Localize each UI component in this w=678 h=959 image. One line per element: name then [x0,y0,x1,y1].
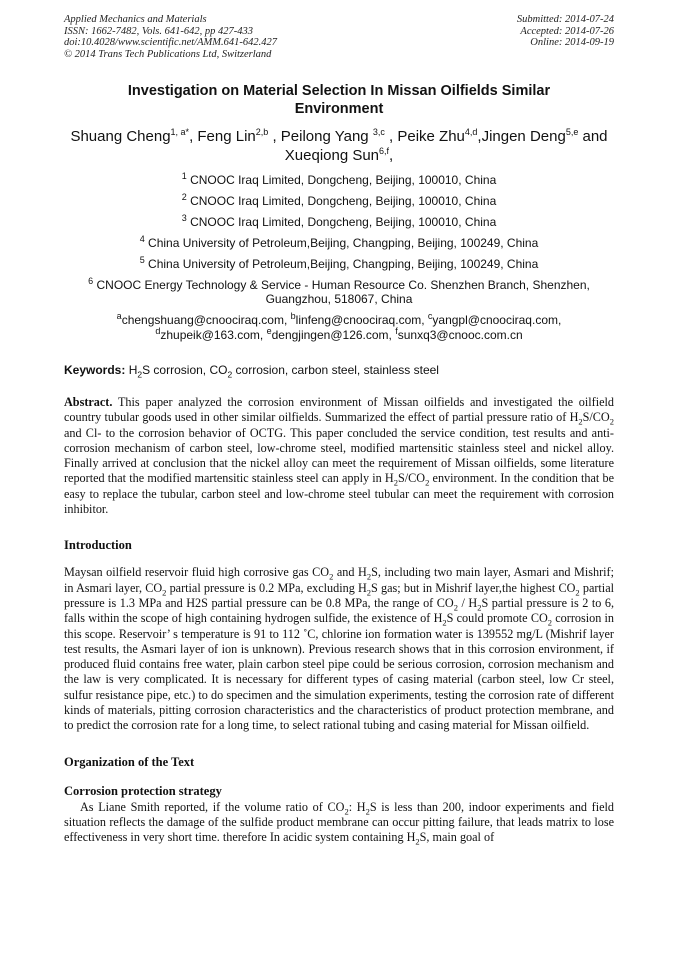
subscript: 2 [365,806,370,817]
email-link[interactable]: sunxq3@cnooc.com.cn [397,328,523,342]
body-text: and H [333,565,367,580]
keywords [64,363,614,380]
author-name: , Peike Zhu [384,128,465,145]
keywords-label: Keywords: [64,363,126,377]
author-sup: 4,d [464,127,478,137]
journal-copyright: © 2014 Trans Tech Publications Ltd, Switzerland [64,48,272,60]
body-text: S could promote CO [446,611,548,626]
keywords-text: S corrosion, CO [142,363,228,377]
affiliation-list [64,173,614,306]
affiliation-number: 6 [88,276,94,286]
paper-page [64,14,614,846]
abstract [64,395,614,517]
affiliation-number: 1 [181,171,187,181]
introduction-heading: Introduction [64,538,132,553]
body-text: S is less than 200, indoor experiments and field situation reflects the damage of the sulfide product membrane can occur pitting failure, that leads matrix to lose effectiveness in very short time. therefore In acidic system containing H [64,799,615,845]
email-marker: f [395,326,398,336]
keywords-text: corrosion, carbon steel, stainless steel [232,363,439,377]
corrosion-paragraph [64,800,614,846]
subscript: 2 [344,806,349,817]
submission-dates [517,14,614,60]
abstract-text: This paper analyzed the corrosion environment of Missan oilfields and investigated the oilfield country tubular goods used in other similar oilfields. Summarized the effect of partial pressure ratio of H [64,395,614,425]
body-text: S, including two main layer, Asmari and Mishrif; in Asmari layer, CO [64,565,614,595]
affiliation-text: CNOOC Iraq Limited, Dongcheng, Beijing, 100010, China [186,215,497,229]
subscript: 2 [578,416,583,427]
introduction-paragraph [64,565,614,733]
email-link[interactable]: zhupeik@163.com, [160,328,267,342]
affiliation-text: CNOOC Iraq Limited, Dongcheng, Beijing, 100010, China [186,194,497,208]
affiliation [64,257,614,271]
journal-issn: ISSN: 1662-7482, Vols. 641-642, pp 427-433 [64,25,253,37]
affiliation-number: 3 [181,213,187,223]
affiliation-text: CNOOC Iraq Limited, Dongcheng, Beijing, 100010, China [186,173,497,187]
abstract-label: Abstract. [64,395,113,409]
body-text: As Liane Smith reported, if the volume ratio of CO [80,799,345,814]
subscript: 2 [366,571,372,582]
email-marker: c [427,311,433,321]
paper-title: Investigation on Material Selection In Missan Oilfields Similar Environment [127,83,551,117]
author-sup: 3,c [372,127,385,137]
author-name: , Peilong Yang [268,128,373,145]
online-date: Online: 2014-09-19 [530,37,614,48]
accepted-date: Accepted: 2014-07-26 [520,25,614,37]
author-sup: 2,b [255,127,269,137]
affiliation-text: China University of Petroleum,Beijing, Changping, Beijing, 100249, China [144,257,539,271]
body-text: Maysan oilfield reservoir fluid high corrosive gas CO [64,565,330,580]
body-text: partial pressure is 0.2 MPa, excluding H [166,580,367,595]
subscript: 2 [609,416,614,427]
subscript: 2 [162,587,167,598]
subscript: 2 [366,587,372,598]
affiliation-number: 5 [139,255,145,265]
email-marker: b [290,311,296,321]
email-link[interactable]: dengjingen@126.com, [271,328,396,342]
affiliation [64,215,614,229]
subscript: 2 [453,602,458,613]
subscript: 2 [415,836,420,847]
email-marker: e [266,326,272,336]
subscript: 2 [227,369,233,380]
body-text: S, main goal of [419,830,495,845]
abstract-text: environment. In the condition that be easy to replace the tubular, carbon steel and low-chrome steel tubular can meet the requirement with corrosion inhibitor. [64,471,614,517]
keywords-text: H [125,363,138,377]
author-sup: 5,e [565,127,579,137]
email-marker: a [116,311,122,321]
author-sup: 1, a* [170,127,190,137]
subscript: 2 [442,617,447,628]
body-text: corrosion in this scope. Reservoir’ s temperature is 91 to 112 ˚C, chlorine ion formation water is 139552 mg/L (Mishrif layer test results, the Asmari layer of ion is unknown). Previous research shows that in this corrosion environment, if produced fluid contains free water, plain carbon steel pipe could be serious corrosion, corrosion mechanism and the law is very complicated. It is necessary for different types of casing material (carbon steel, low Cr steel, sulfur resistance pipe, etc.) to do specimen and the simulation experiments, testing the corrosion rate of different kinds of materials, pitting corrosion characteristics and the characteristics of product protection membrane, and to predict the corrosion rate for a long time, to select rational tubing and casing material for Missan oilfield. [64,611,615,733]
journal-doi: doi:10.4028/www.scientific.net/AMM.641-642.427 [64,37,277,48]
affiliation-text: CNOOC Energy Technology & Service - Human Resource Co. Shenzhen Branch, Shenzhen, Guangzhou, 518067, China [93,278,590,306]
journal-metadata [64,14,614,60]
subscript: 2 [425,477,430,488]
body-text: partial pressure is 1.3 MPa and H2S partial pressure can be 0.8 MPa, the range of CO [64,580,614,610]
author-tail: , [389,147,394,164]
organization-heading: Organization of the Text [64,754,195,769]
affiliation-text: China University of Petroleum,Beijing, Changping, Beijing, 100249, China [144,236,539,250]
corrosion-strategy-heading: Corrosion protection strategy [64,783,222,798]
affiliation [64,194,614,208]
body-text: : H [348,799,366,814]
author-name: ,Jingen Deng [477,128,566,145]
subscript: 2 [547,617,553,628]
affiliation-number: 4 [139,234,145,244]
subscript: 2 [329,571,334,582]
email-marker: d [155,326,161,336]
subscript: 2 [477,602,482,613]
author-name: and Xueqiong Sun [284,128,608,164]
affiliation [64,173,614,187]
body-text: S partial pressure is 2 to 6, falls within the scope of high containing hydrogen sulfide, the existence of H [64,595,614,626]
body-text: / H [457,595,478,610]
email-list [64,313,614,343]
email-link[interactable]: chengshuang@cnoociraq.com, [121,313,291,327]
subscript: 2 [137,369,143,380]
abstract-text: S/CO [397,471,426,486]
author-name: , Feng Lin [189,128,256,145]
subscript: 2 [393,477,398,488]
journal-name: Applied Mechanics and Materials [64,14,207,25]
abstract-text: and Cl- to the corrosion behavior of OCTG. This paper concluded the service condition, test results and anti-corrosion mechanism of carbon steel, low-chrome steel, modified martensitic stainless steel and nickel alloy. Finally arrived at conclusion that the nickel alloy can meet the requirement of Missan oilfields, some literature reported that the modified martensitic stainless steel can apply in H [64,425,614,486]
author-list [64,127,614,165]
affiliation [64,236,614,250]
submitted-date: Submitted: 2014-07-24 [516,14,614,25]
affiliation [64,278,614,306]
journal-info [64,14,277,60]
body-text: S gas; but in Mishrif layer,the highest CO [371,580,576,595]
abstract-text: S/CO [582,410,610,425]
subscript: 2 [575,587,580,598]
author-sup: 6,f [379,146,390,156]
author-name: Shuang Cheng [70,128,171,145]
email-link[interactable]: yangpl@cnoociraq.com, [432,313,562,327]
affiliation-number: 2 [181,192,187,202]
email-link[interactable]: linfeng@cnoociraq.com, [295,313,428,327]
